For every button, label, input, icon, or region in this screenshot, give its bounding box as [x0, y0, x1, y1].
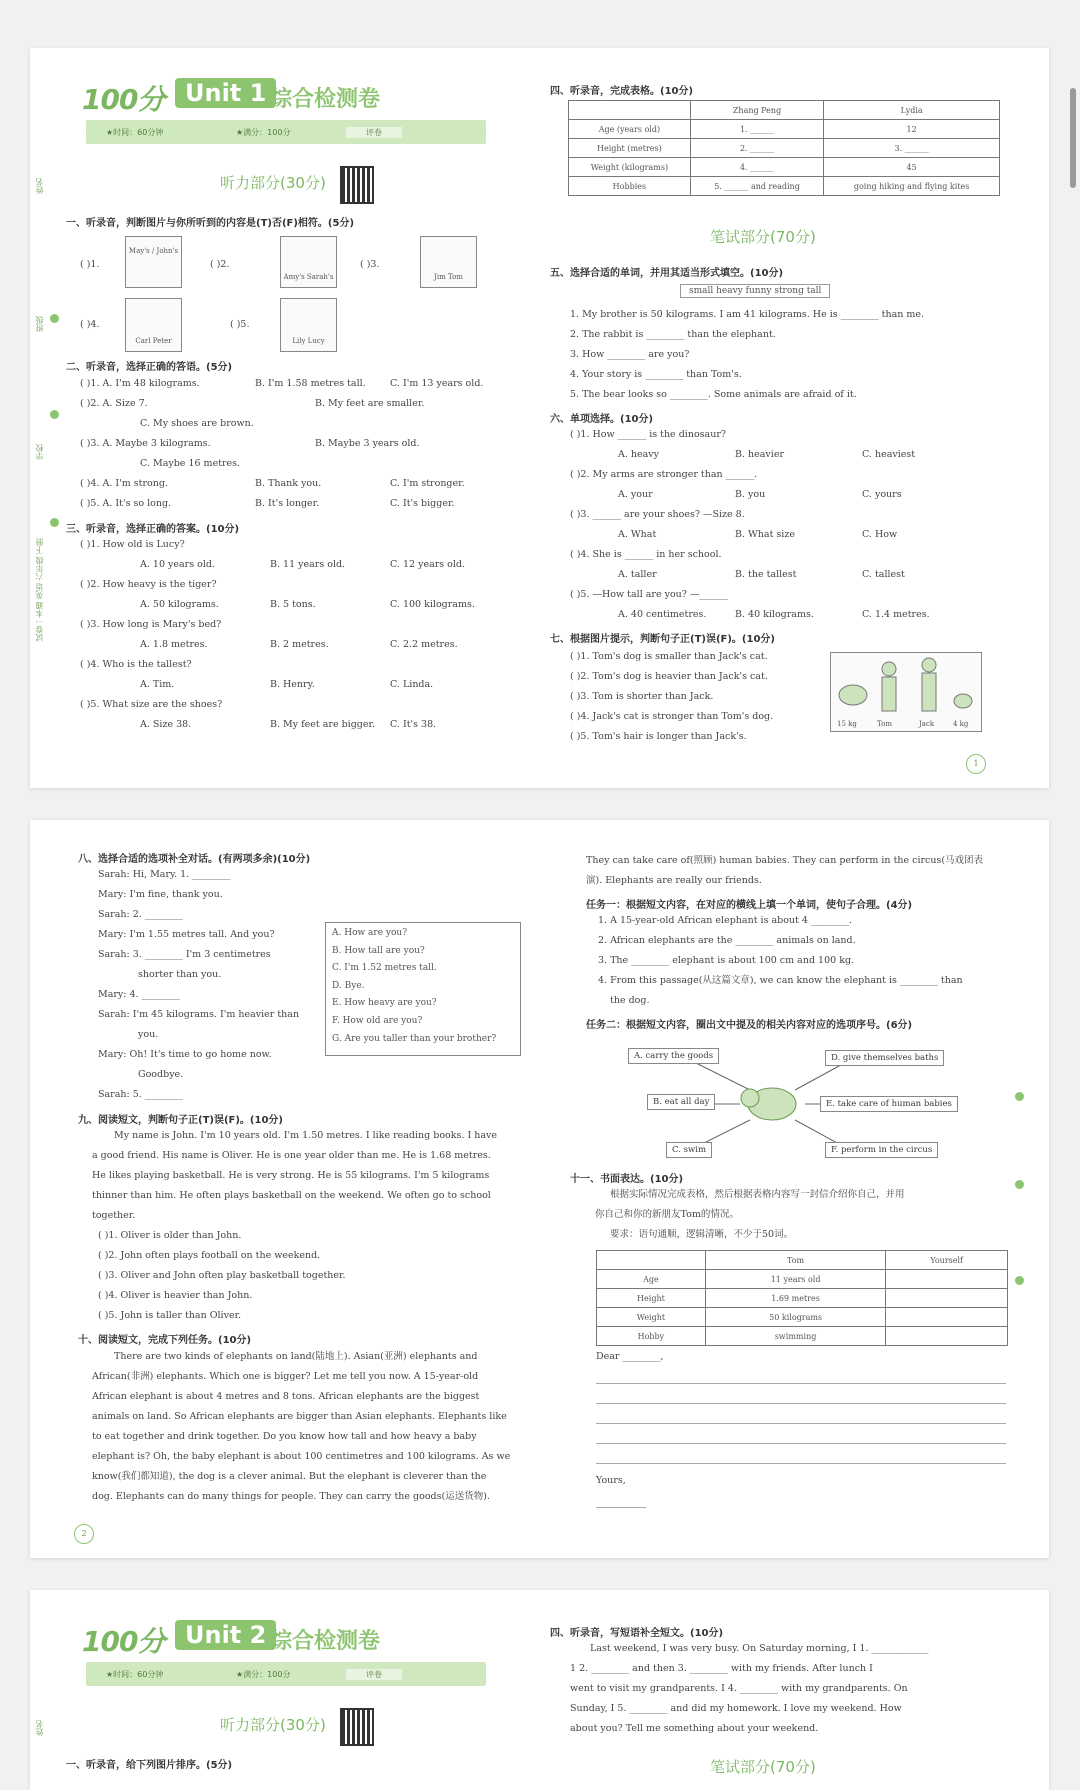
passage-line: African(非洲) elephants. Which one is bigger? Let me tell you now. A 15-year-old — [92, 1371, 479, 1382]
option-line: B. you — [735, 489, 766, 500]
dialogue-line: Goodbye. — [138, 1069, 184, 1080]
option-line: B. My feet are smaller. — [315, 398, 425, 409]
section-5-heading: 五、选择合适的单词，并用其适当形式填空。(10分) — [550, 268, 784, 279]
sidebar-book-label: 试卷一本通 英语 六年级 下册 — [35, 538, 44, 642]
option-line: A. taller — [618, 569, 657, 580]
dialogue-line: Mary: I'm 1.55 metres tall. And you? — [98, 929, 275, 940]
instruction-line: 要求：语句通顺，逻辑清晰，不少于50词。 — [610, 1229, 794, 1240]
letter-salutation: Dear ________, — [596, 1351, 664, 1362]
option-line: C. I'm stronger. — [390, 478, 465, 489]
table-cell[interactable] — [886, 1289, 1008, 1308]
passage-line: 演). Elephants are really our friends. — [586, 875, 762, 886]
table-row — [569, 158, 1000, 177]
grader-box: 评卷 — [346, 127, 402, 138]
table-cell: 50 kilograms — [705, 1308, 885, 1327]
section-10-heading: 十、阅读短文，完成下列任务。(10分) — [78, 1335, 252, 1346]
dialogue-line: Sarah: Hi, Mary. 1. ________ — [98, 869, 231, 880]
word-bank: small heavy funny strong tall — [680, 284, 830, 298]
connector-line — [690, 1060, 750, 1090]
option-line: A. What — [618, 529, 657, 540]
section-4-heading: 四、听录音，写短语补全短文。(10分) — [550, 1628, 724, 1639]
dialogue-line: Sarah: 2. ________ — [98, 909, 183, 920]
table-cell[interactable] — [886, 1308, 1008, 1327]
dialogue-line: Sarah: 3. ________ I'm 3 centimetres — [98, 949, 271, 960]
fill-line: 5. The bear looks so ________. Some animals are afraid of it. — [570, 389, 857, 400]
listening-table — [568, 100, 1000, 196]
option-b: B. How tall are you? — [332, 945, 425, 956]
task-line: the dog. — [610, 995, 650, 1006]
section-2-heading: 二、听录音，选择正确的答语。(5分) — [66, 362, 233, 373]
option-line: A. your — [618, 489, 653, 500]
table-cell[interactable]: 5. ______ and reading — [690, 177, 823, 196]
picture-boys: Jim Tom — [420, 236, 477, 288]
fill-line: 2. The rabbit is ________ than the elephant. — [570, 329, 776, 340]
fill-line: 3. How ________ are you? — [570, 349, 690, 360]
table-cell: swimming — [705, 1327, 885, 1346]
pic-label: 15 kg — [837, 720, 857, 728]
option-c: C. I'm 1.52 metres tall. — [332, 963, 437, 974]
judge-line: ( )3. Tom is shorter than Jack. — [570, 691, 714, 702]
option-line: ( )3. A. Maybe 3 kilograms. — [80, 438, 211, 449]
table-cell: Height (metres) — [569, 139, 691, 158]
table-cell: Age (years old) — [569, 120, 691, 139]
writing-line[interactable] — [596, 1462, 1006, 1464]
writing-line[interactable] — [596, 1382, 1006, 1384]
passage-line: My name is John. I'm 10 years old. I'm 1.50 metres. I like reading books. I have — [114, 1130, 497, 1141]
option-line: C. Maybe 16 metres. — [140, 458, 241, 469]
table-row — [569, 120, 1000, 139]
section-7-heading: 七、根据图片提示，判断句子正(T)误(F)。(10分) — [550, 634, 775, 645]
exam-info-bar — [86, 1662, 486, 1686]
option-line: B. It's longer. — [255, 498, 320, 509]
option-line: C. I'm 13 years old. — [390, 378, 484, 389]
table-header: Lydia — [824, 101, 1000, 120]
task-1-heading: 任务一：根据短文内容，在对应的横线上填一个单词，使句子合理。(4分) — [586, 900, 913, 911]
option-line: A. Size 38. — [140, 719, 192, 730]
section-1-heading: 一、听录音，给下列图片排序。(5分) — [66, 1760, 233, 1771]
passage-line: about you? Tell me something about your weekend. — [570, 1723, 819, 1734]
grader-box: 评卷 — [346, 1669, 402, 1680]
sidebar-name-label: 姓名 — [35, 1720, 44, 1736]
passage-line: 1 2. ________ and then 3. ________ with my friends. After lunch I — [570, 1663, 873, 1674]
table-row — [569, 139, 1000, 158]
option-line: B. Thank you. — [255, 478, 322, 489]
option-line: C. How — [862, 529, 898, 540]
option-line: C. 1.4 metres. — [862, 609, 930, 620]
dialogue-line: Mary: Oh! It's time to go home now. — [98, 1049, 272, 1060]
table-cell[interactable] — [886, 1270, 1008, 1289]
option-line: C. It's bigger. — [390, 498, 455, 509]
passage-line: Sunday, I 5. ________ and did my homework. I love my weekend. How — [570, 1703, 902, 1714]
option-line: B. 2 metres. — [270, 639, 329, 650]
option-a: A. How are you? — [332, 928, 408, 938]
option-line: B. Maybe 3 years old. — [315, 438, 420, 449]
option-line: A. Tim. — [140, 679, 175, 690]
option-line: ( )5. A. It's so long. — [80, 498, 172, 509]
score-info: ★满分：100分 — [236, 1670, 291, 1679]
table-cell: 12 — [824, 120, 1000, 139]
option-line: B. 11 years old. — [270, 559, 346, 570]
option-line: C. heaviest — [862, 449, 916, 460]
judge-line: ( )3. Oliver and John often play basketball together. — [98, 1270, 346, 1281]
table-row — [597, 1327, 1008, 1346]
writing-line[interactable] — [596, 1422, 1006, 1424]
option-line: A. heavy — [618, 449, 660, 460]
dialogue-line: shorter than you. — [138, 969, 222, 980]
picture-dog-boys-cat — [830, 652, 982, 732]
option-line: A. 40 centimetres. — [618, 609, 707, 620]
table-row — [597, 1270, 1008, 1289]
writing-table — [596, 1250, 1008, 1346]
option-line: C. Linda. — [390, 679, 434, 690]
passage-line: went to visit my grandparents. I 4. ________ with my grandparents. On — [570, 1683, 908, 1694]
option-line: C. 100 kilograms. — [390, 599, 475, 610]
brand-logo: 100分 — [82, 1625, 165, 1658]
time-info: ★时间：60分钟 — [106, 1670, 164, 1679]
option-line: A. 50 kilograms. — [140, 599, 219, 610]
passage-line: know(我们都知道), the dog is a clever animal. But the elephant is cleverer than the — [92, 1471, 487, 1482]
passage-line: Last weekend, I was very busy. On Saturday morning, I 1. ____________ — [590, 1643, 929, 1654]
choice-box-e[interactable]: E. take care of human babies — [820, 1096, 958, 1112]
question-line: ( )2. How heavy is the tiger? — [80, 579, 217, 590]
binding-dot — [50, 410, 59, 419]
judge-line: ( )4. Oliver is heavier than John. — [98, 1290, 253, 1301]
pic-label: 4 kg — [953, 720, 969, 728]
choice-box-c[interactable]: C. swim — [666, 1142, 712, 1158]
choice-box-b[interactable]: B. eat all day — [647, 1094, 715, 1110]
option-e: E. How heavy are you? — [332, 998, 437, 1009]
signature-line[interactable] — [596, 1506, 646, 1508]
option-line: C. tallest — [862, 569, 905, 580]
passage-line: dog. Elephants can do many things for people. They can carry the goods(运送货物). — [92, 1491, 490, 1502]
unit-title: 综合检测卷 — [270, 87, 381, 112]
instruction-line: 根据实际情况完成表格，然后根据表格内容写一封信介绍你自己，并用 — [610, 1189, 905, 1200]
question-line: ( )3. ______ are your shoes? —Size 8. — [570, 509, 745, 520]
question-line: ( )1. How ______ is the dinosaur? — [570, 429, 726, 440]
passage-line: African elephant is about 4 metres and 8 tons. African elephants are the biggest — [92, 1391, 480, 1402]
option-line: C. It's 38. — [390, 719, 437, 730]
dialogue-line: Mary: I'm fine, thank you. — [98, 889, 223, 900]
task-line: 4. From this passage(从这篇文章), we can know the elephant is ________ than — [598, 975, 963, 986]
dialogue-line: Sarah: 5. ________ — [98, 1089, 183, 1100]
exam-page-3 — [30, 1590, 1049, 1790]
exam-info-bar — [86, 120, 486, 144]
section-3-heading: 三、听录音，选择正确的答案。(10分) — [66, 524, 240, 535]
passage-line: elephant is? Oh, the baby elephant is about 100 centimetres and 100 kilograms. As we — [92, 1451, 511, 1462]
instruction-line: 你自己和你的新朋友Tom的情况。 — [595, 1209, 739, 1220]
question-line: ( )5. —How tall are you? —______ — [570, 589, 728, 600]
writing-line[interactable] — [596, 1402, 1006, 1404]
passage-line: a good friend. His name is Oliver. He is one year older than me. He is 1.68 metres. — [92, 1150, 491, 1161]
listening-heading: 听力部分(30分) — [220, 174, 326, 192]
writing-heading: 笔试部分(70分) — [710, 228, 816, 246]
passage-line: There are two kinds of elephants on land(陆地上). Asian(亚洲) elephants and — [114, 1351, 478, 1362]
table-header: Zhang Peng — [690, 101, 823, 120]
task-2-heading: 任务二：根据短文内容，圈出文中提及的相关内容对应的选项序号。(6分) — [586, 1020, 913, 1031]
passage-line: They can take care of(照顾) human babies. They can perform in the circus(马戏团表 — [586, 855, 984, 866]
table-row — [569, 177, 1000, 196]
page-number-icon: 1 — [966, 754, 986, 774]
option-f: F. How old are you? — [332, 1015, 423, 1026]
table-row — [597, 1308, 1008, 1327]
option-line: B. 5 tons. — [270, 599, 316, 610]
listening-heading: 听力部分(30分) — [220, 1716, 326, 1734]
judge-line: ( )2. John often plays football on the weekend. — [98, 1250, 321, 1261]
table-header: Yourself — [886, 1251, 1008, 1270]
unit-title: 综合检测卷 — [270, 1629, 381, 1654]
qr-code-icon[interactable] — [340, 166, 374, 204]
section-6-heading: 六、单项选择。(10分) — [550, 414, 654, 425]
table-cell: 45 — [824, 158, 1000, 177]
judge-line: ( )5. John is taller than Oliver. — [98, 1310, 242, 1321]
table-row — [597, 1289, 1008, 1308]
table-header — [597, 1251, 706, 1270]
option-line: C. 12 years old. — [390, 559, 466, 570]
table-cell: Height — [597, 1289, 706, 1308]
task-line: 3. The ________ elephant is about 100 cm and 100 kg. — [598, 955, 855, 966]
option-line: A. 10 years old. — [140, 559, 215, 570]
picture-boys-height: Carl Peter — [125, 298, 182, 352]
sidebar-class-label: 班级 — [35, 316, 44, 332]
question-line: ( )2. My arms are stronger than ______. — [570, 469, 758, 480]
picture-shoes: May's / John's — [125, 236, 182, 288]
option-line: C. 2.2 metres. — [390, 639, 458, 650]
option-line: B. Henry. — [270, 679, 315, 690]
option-line: C. yours — [862, 489, 902, 500]
exam-page-2 — [30, 820, 1049, 1558]
option-line: B. My feet are bigger. — [270, 719, 376, 730]
task-line: 1. A 15-year-old African elephant is about 4 ________. — [598, 915, 852, 926]
question-item: ( )1. — [80, 259, 100, 270]
choice-box-f[interactable]: F. perform in the circus — [825, 1142, 938, 1158]
table-cell: Age — [597, 1270, 706, 1289]
page-number-icon: 2 — [74, 1524, 94, 1544]
table-cell: 1.69 metres — [705, 1289, 885, 1308]
passage-line: He likes playing basketball. He is very strong. He is 55 kilograms. I'm 5 kilograms — [92, 1170, 490, 1181]
choice-box-a[interactable]: A. carry the goods — [628, 1048, 719, 1064]
picture-girls: Amy's Sarah's — [280, 236, 337, 288]
sidebar-school-label: 学校 — [35, 444, 44, 460]
passage-line: animals on land. So African elephants are bigger than Asian elephants. Elephants like — [92, 1411, 507, 1422]
option-line: B. the tallest — [735, 569, 797, 580]
options-box — [325, 922, 521, 1056]
option-line: B. 40 kilograms. — [735, 609, 814, 620]
section-11-heading: 十一、书面表达。(10分) — [570, 1174, 684, 1185]
dialogue-line: Sarah: I'm 45 kilograms. I'm heavier than — [98, 1009, 300, 1020]
section-1-heading: 一、听录音，判断图片与你所听到的内容是(T)否(F)相符。(5分) — [66, 218, 355, 229]
binding-dot — [1015, 1276, 1024, 1285]
table-header-row — [569, 101, 1000, 120]
section-4-heading: 四、听录音，完成表格。(10分) — [550, 86, 694, 97]
judge-line: ( )1. Tom's dog is smaller than Jack's cat. — [570, 651, 768, 662]
table-cell: Hobbies — [569, 177, 691, 196]
sidebar-name-label: 姓名 — [35, 178, 44, 194]
option-g: G. Are you taller than your brother? — [332, 1033, 497, 1044]
question-line: ( )3. How long is Mary's bed? — [80, 619, 222, 630]
fill-line: 4. Your story is ________ than Tom's. — [570, 369, 742, 380]
writing-heading: 笔试部分(70分) — [710, 1758, 816, 1776]
table-cell[interactable]: 2. ______ — [690, 139, 823, 158]
question-item: ( )4. — [80, 319, 100, 330]
writing-line[interactable] — [596, 1442, 1006, 1444]
scrollbar-thumb[interactable] — [1070, 88, 1076, 188]
table-header — [569, 101, 691, 120]
question-item: ( )2. — [210, 259, 230, 270]
option-line: B. What size — [735, 529, 795, 540]
picture-girls-weight: Lily Lucy — [280, 298, 337, 352]
people-animals-illustration — [831, 653, 981, 713]
dialogue-line: you. — [138, 1029, 159, 1040]
unit-badge: Unit 2 — [175, 1620, 276, 1650]
exam-page-1 — [30, 48, 1049, 788]
judge-line: ( )2. Tom's dog is heavier than Jack's cat. — [570, 671, 768, 682]
pic-label: Tom — [877, 720, 892, 728]
choice-box-d[interactable]: D. give themselves baths — [825, 1050, 944, 1066]
pic-label: Jack — [919, 720, 935, 728]
table-cell[interactable]: 1. ______ — [690, 120, 823, 139]
time-info: ★时间：60分钟 — [106, 128, 164, 137]
passage-line: thinner than him. He often plays basketball on the weekend. We often go to school — [92, 1190, 491, 1201]
question-item: ( )3. — [360, 259, 380, 270]
question-line: ( )1. How old is Lucy? — [80, 539, 185, 550]
unit-badge: Unit 1 — [175, 78, 276, 108]
binding-dot — [1015, 1180, 1024, 1189]
option-line: ( )4. A. I'm strong. — [80, 478, 168, 489]
fill-line: 1. My brother is 50 kilograms. I am 41 kilograms. He is ________ than me. — [570, 309, 925, 320]
section-8-heading: 八、选择合适的选项补全对话。(有两项多余)(10分) — [78, 854, 311, 865]
judge-line: ( )1. Oliver is older than John. — [98, 1230, 242, 1241]
binding-dot — [1015, 1092, 1024, 1101]
table-header-row — [597, 1251, 1008, 1270]
passage-line: to eat together and drink together. Do you know how tall and how heavy a baby — [92, 1431, 477, 1442]
dialogue-line: Mary: 4. ________ — [98, 989, 180, 1000]
question-item: ( )5. — [230, 319, 250, 330]
table-cell: going hiking and flying kites — [824, 177, 1000, 196]
table-cell: 11 years old — [705, 1270, 885, 1289]
table-cell: Hobby — [597, 1327, 706, 1346]
judge-line: ( )4. Jack's cat is stronger than Tom's dog. — [570, 711, 774, 722]
table-header: Tom — [705, 1251, 885, 1270]
passage-line: together. — [92, 1210, 136, 1221]
option-d: D. Bye. — [332, 980, 365, 991]
table-cell[interactable]: 3. ______ — [824, 139, 1000, 158]
option-line: ( )1. A. I'm 48 kilograms. — [80, 378, 200, 389]
option-line: B. heavier — [735, 449, 784, 460]
elephant-head-icon — [741, 1089, 759, 1107]
section-9-heading: 九、阅读短文，判断句子正(T)误(F)。(10分) — [78, 1115, 283, 1126]
qr-code-icon[interactable] — [340, 1708, 374, 1746]
task-line: 2. African elephants are the ________ animals on land. — [598, 935, 856, 946]
question-line: ( )5. What size are the shoes? — [80, 699, 223, 710]
table-cell: Weight (kilograms) — [569, 158, 691, 177]
binding-dot — [50, 518, 59, 527]
score-info: ★满分：100分 — [236, 128, 291, 137]
binding-dot — [50, 314, 59, 323]
table-cell[interactable] — [886, 1327, 1008, 1346]
option-line: A. 1.8 metres. — [140, 639, 208, 650]
table-cell[interactable]: 4. ______ — [690, 158, 823, 177]
option-line: C. My shoes are brown. — [140, 418, 254, 429]
question-line: ( )4. Who is the tallest? — [80, 659, 192, 670]
question-line: ( )4. She is ______ in her school. — [570, 549, 722, 560]
judge-line: ( )5. Tom's hair is longer than Jack's. — [570, 731, 747, 742]
table-cell: Weight — [597, 1308, 706, 1327]
option-line: ( )2. A. Size 7. — [80, 398, 148, 409]
option-line: B. I'm 1.58 metres tall. — [255, 378, 366, 389]
letter-closing: Yours, — [596, 1475, 626, 1486]
brand-logo: 100分 — [82, 83, 165, 116]
